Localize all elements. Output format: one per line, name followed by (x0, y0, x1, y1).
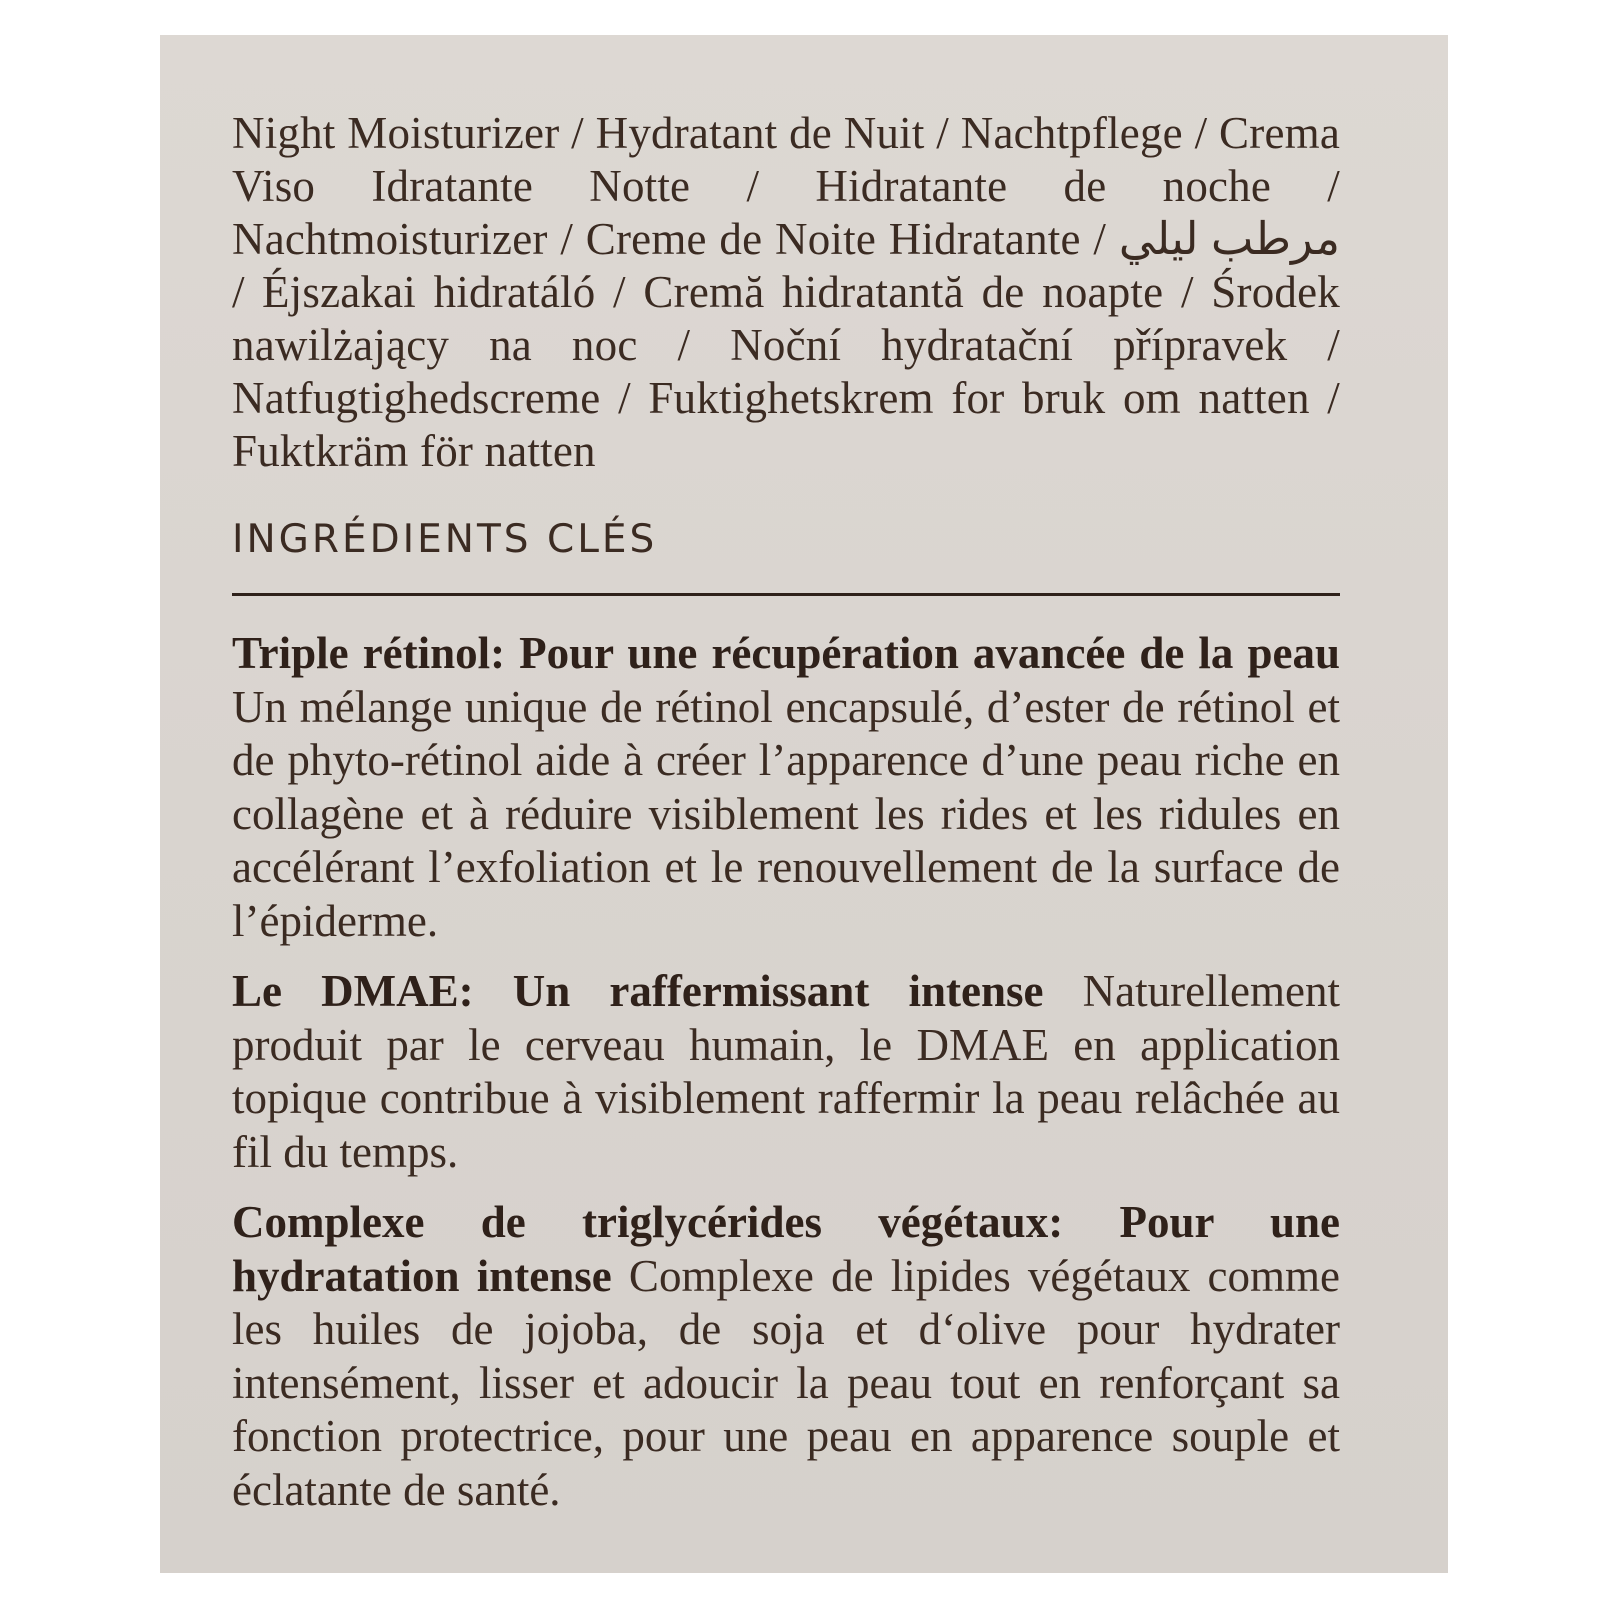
ingredient-paragraph (232, 1196, 1340, 1517)
ingredient-title: Complexe de triglycérides végétaux: Pour une hydratation intense (232, 1197, 1340, 1301)
ingredient-description: Un mélange unique de rétinol encapsulé, d’ester de rétinol et de phyto-rétinol aide à créer l’apparence d’une peau riche en collagène et à réduire visiblement les rides et les ridules en accélérant l’exfoliation et le renouvellement de la surface de l’épiderme. (232, 681, 1340, 946)
product-names: Night Moisturizer / Hydratant de Nuit / Nachtpflege / Crema Viso Idratante Notte / Hidratante de noche / Nachtmoisturizer / Creme de Noite Hidratante / مرطب ليلي / Éjszakai hidratáló / Cremă hidratantă de noapte / Środek nawilżający na noc / Noční hydratační přípravek / Natfugtighedscreme / Fuktighetskrem for bruk om natten / Fuktkräm för natten (232, 108, 1340, 476)
section-heading: INGRÉDIENTS CLÉS (232, 517, 658, 562)
label-content (232, 107, 1340, 1517)
ingredient-title: Triple rétinol: Pour une récupération avancée de la peau (232, 628, 1340, 678)
ingredient-title: Le DMAE: Un raffermissant intense (232, 966, 1044, 1016)
divider (232, 593, 1340, 596)
ingredient-paragraph (232, 965, 1340, 1179)
ingredient-description: Naturellement produit par le cerveau humain, le DMAE en application topique contribue à visiblement raffermir la peau relâchée au fil du temps. (232, 966, 1340, 1177)
ingredient-paragraph (232, 627, 1340, 948)
label-panel (160, 35, 1448, 1573)
ingredient-description: Complexe de lipides végétaux comme les huiles de jojoba, de soja et d‘olive pour hydrater intensément, lisser et adoucir la peau tout en renforçant sa fonction protectrice, pour une peau en apparence souple et éclatante de santé. (232, 1250, 1341, 1515)
